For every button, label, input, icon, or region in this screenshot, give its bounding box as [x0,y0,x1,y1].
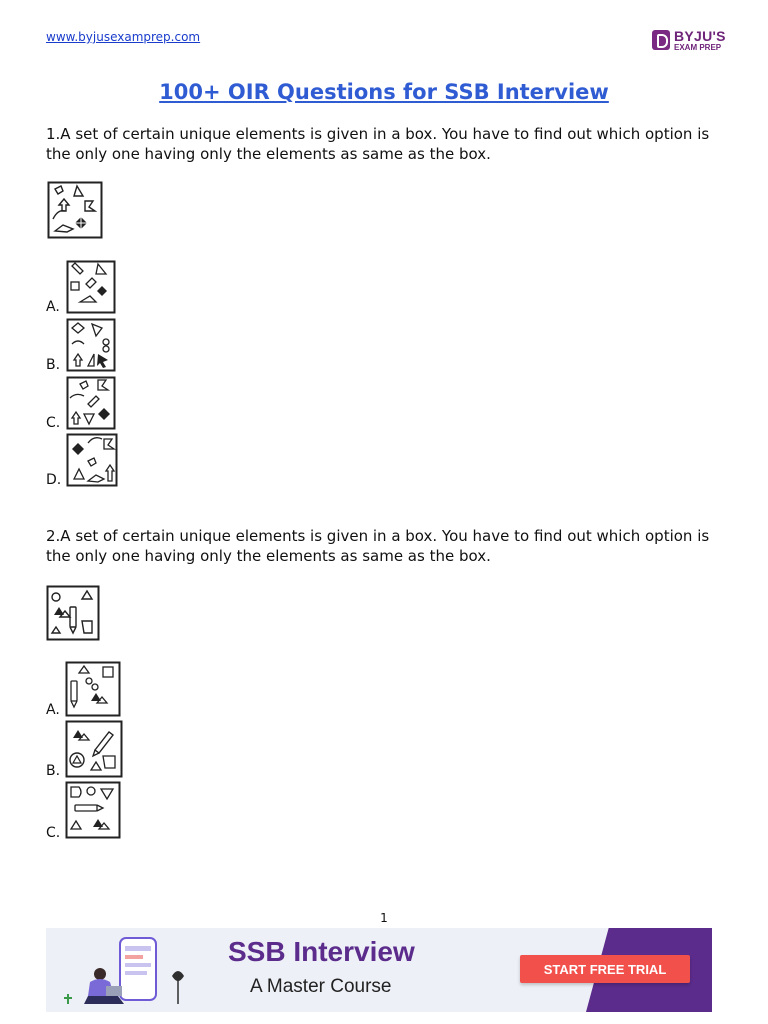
page-title: 100+ OIR Questions for SSB Interview [159,80,609,104]
q2-option-a-figure[interactable] [65,661,121,717]
q1-option-d-label: D. [46,472,62,488]
q1-option-b-label: B. [46,357,61,373]
question-2-figure [46,585,100,641]
start-free-trial-button[interactable]: START FREE TRIAL [520,955,690,983]
byjus-logo [652,28,732,54]
q1-option-d-figure[interactable] [66,433,118,487]
question-2-text: 2.A set of certain unique elements is given in a box. You have to find out which option is the only one having only the elements as same as the box. [46,527,710,565]
logo-text-top: BYJU'S [674,28,726,44]
q1-option-b-figure[interactable] [66,318,116,372]
byjus-logo-icon [652,30,670,50]
site-url-link[interactable]: www.byjusexamprep.com [46,30,201,44]
q1-option-a-label: A. [46,299,60,315]
q1-option-a-figure[interactable] [66,260,116,314]
question-1-figure [47,181,103,239]
q1-option-c-figure[interactable] [66,376,116,430]
q2-option-a-label: A. [46,702,60,718]
promo-banner[interactable] [46,928,712,1012]
logo-text-bottom: EXAM PREP [674,43,722,52]
question-1-text: 1.A set of certain unique elements is given in a box. You have to find out which option is the only one having only the elements as same as the box. [46,125,710,163]
q2-option-b-figure[interactable] [65,720,123,778]
banner-subtitle: A Master Course [250,976,392,997]
q2-option-b-label: B. [46,763,61,779]
page-number: 1 [380,911,388,925]
banner-title: SSB Interview [228,936,415,967]
q1-option-c-label: C. [46,415,61,431]
q2-option-c-figure[interactable] [65,781,121,839]
student-illustration-icon [60,936,210,1008]
q2-option-c-label: C. [46,825,61,841]
